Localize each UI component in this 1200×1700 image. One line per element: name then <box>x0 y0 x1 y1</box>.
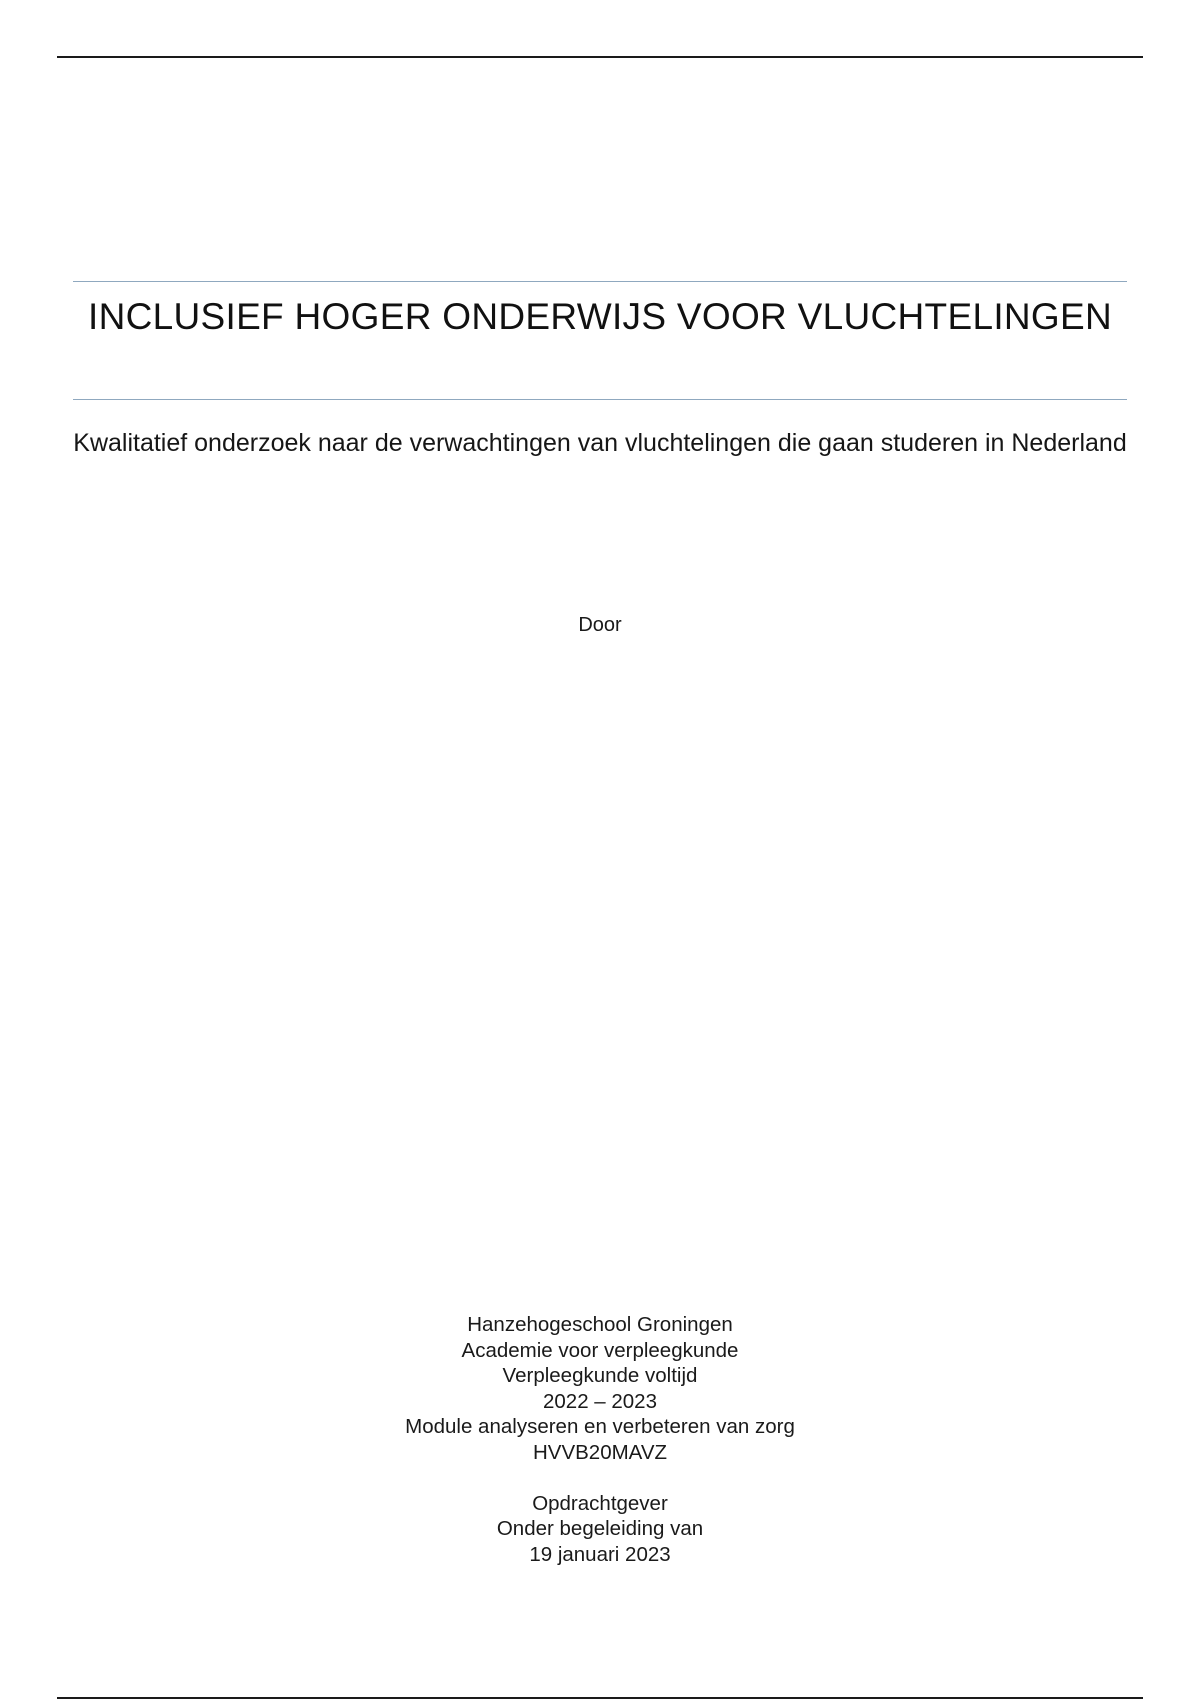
supervision-label: Onder begeleiding van <box>496 1517 704 1540</box>
school-name: Hanzehogeschool Groningen <box>467 1313 733 1336</box>
document-date: 19 januari 2023 <box>529 1542 671 1566</box>
title-bottom-divider <box>73 399 1127 400</box>
program-name: Verpleegkunde voltijd <box>502 1364 698 1387</box>
academy-name: Academie voor verpleegkunde <box>461 1338 739 1362</box>
author-label: Door <box>578 614 622 636</box>
module-name: Module analyseren en verbeteren van zorg <box>405 1415 795 1438</box>
document-subtitle: Kwalitatief onderzoek naar de verwachtingen van vluchtelingen die gaan studeren in Nederland <box>73 429 1127 457</box>
module-code: HVVB20MAVZ <box>532 1440 668 1464</box>
client-label: Opdrachtgever <box>532 1491 668 1515</box>
info-spacer <box>0 1465 1200 1491</box>
academic-year: 2022 – 2023 <box>542 1389 657 1413</box>
page-top-rule <box>57 56 1143 58</box>
document-title: INCLUSIEF HOGER ONDERWIJS VOOR VLUCHTELINGEN <box>88 296 1112 337</box>
title-top-divider <box>73 281 1127 282</box>
page-bottom-rule <box>57 1697 1143 1699</box>
institution-info-block <box>0 1312 1200 1567</box>
